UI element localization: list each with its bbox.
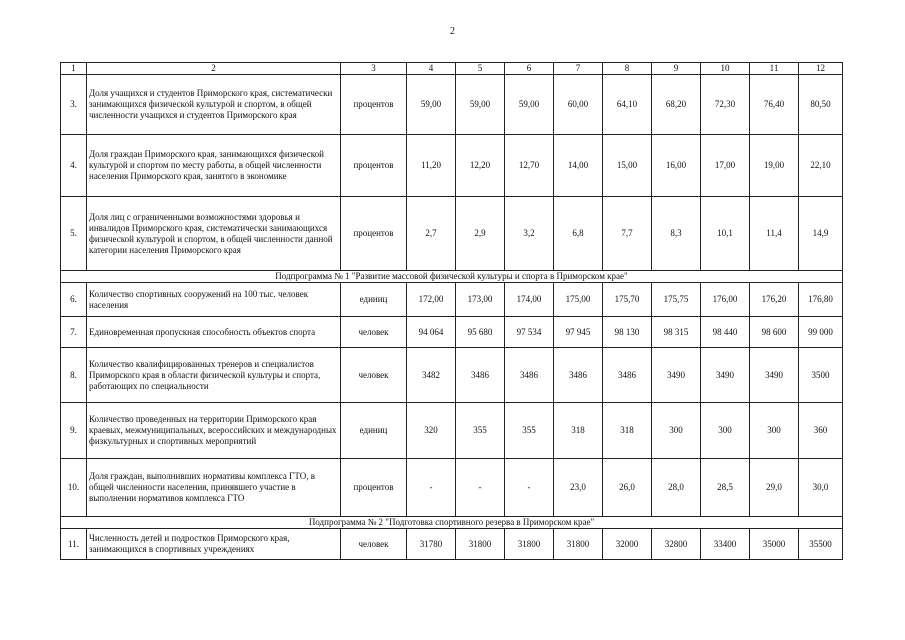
header-cell: 6 xyxy=(505,63,554,75)
table-row xyxy=(61,135,843,197)
subprogram-row xyxy=(61,517,843,529)
value-cell: 300 xyxy=(701,403,750,459)
unit-cell: единиц xyxy=(341,283,407,317)
table-row xyxy=(61,317,843,348)
value-cell: 3486 xyxy=(603,348,652,403)
unit-cell: человек xyxy=(341,529,407,560)
value-cell: 176,00 xyxy=(701,283,750,317)
unit-cell: процентов xyxy=(341,197,407,271)
indicator-name: Количество квалифицированных тренеров и специалистов Приморского края в области физической культуры и спорта, работающих по специальности xyxy=(87,348,341,403)
row-number: 11. xyxy=(61,529,87,560)
value-cell: 12,20 xyxy=(456,135,505,197)
indicators-table xyxy=(60,62,843,560)
value-cell: 72,30 xyxy=(701,75,750,135)
header-cell: 8 xyxy=(603,63,652,75)
value-cell: 31800 xyxy=(505,529,554,560)
unit-cell: процентов xyxy=(341,75,407,135)
value-cell: 30,0 xyxy=(799,459,843,517)
value-cell: - xyxy=(407,459,456,517)
value-cell: 23,0 xyxy=(554,459,603,517)
indicator-name: Количество спортивных сооружений на 100 тыс. человек населения xyxy=(87,283,341,317)
value-cell: 3486 xyxy=(456,348,505,403)
value-cell: 59,00 xyxy=(456,75,505,135)
header-cell: 2 xyxy=(87,63,341,75)
row-number: 3. xyxy=(61,75,87,135)
value-cell: 17,00 xyxy=(701,135,750,197)
table-row xyxy=(61,75,843,135)
row-number: 8. xyxy=(61,348,87,403)
value-cell: 76,40 xyxy=(750,75,799,135)
value-cell: 98 315 xyxy=(652,317,701,348)
indicator-name: Количество проведенных на территории Приморского края краевых, межмуниципальных, всероссийских и международных физкультурных и спортивных мероприятий xyxy=(87,403,341,459)
value-cell: 32000 xyxy=(603,529,652,560)
header-cell: 9 xyxy=(652,63,701,75)
value-cell: 355 xyxy=(505,403,554,459)
row-number: 10. xyxy=(61,459,87,517)
row-number: 6. xyxy=(61,283,87,317)
value-cell: 28,5 xyxy=(701,459,750,517)
value-cell: 60,00 xyxy=(554,75,603,135)
value-cell: 318 xyxy=(554,403,603,459)
value-cell: 31780 xyxy=(407,529,456,560)
value-cell: 355 xyxy=(456,403,505,459)
value-cell: 300 xyxy=(750,403,799,459)
value-cell: 28,0 xyxy=(652,459,701,517)
unit-cell: единиц xyxy=(341,403,407,459)
indicator-name: Численность детей и подростков Приморского края, занимающихся в спортивных учреждениях xyxy=(87,529,341,560)
value-cell: 35500 xyxy=(799,529,843,560)
value-cell: 10,1 xyxy=(701,197,750,271)
value-cell: 15,00 xyxy=(603,135,652,197)
unit-cell: процентов xyxy=(341,135,407,197)
value-cell: 2,7 xyxy=(407,197,456,271)
table-row xyxy=(61,403,843,459)
header-row xyxy=(61,63,843,75)
subprogram-row xyxy=(61,271,843,283)
value-cell: 2,9 xyxy=(456,197,505,271)
value-cell: 173,00 xyxy=(456,283,505,317)
indicator-name: Доля граждан, выполнивших нормативы комплекса ГТО, в общей численности населения, принявшего участие в выполнении нормативов комплекса ГТО xyxy=(87,459,341,517)
value-cell: 97 945 xyxy=(554,317,603,348)
value-cell: 3490 xyxy=(701,348,750,403)
value-cell: 98 130 xyxy=(603,317,652,348)
value-cell: 59,00 xyxy=(505,75,554,135)
value-cell: 320 xyxy=(407,403,456,459)
header-cell: 1 xyxy=(61,63,87,75)
table-row xyxy=(61,459,843,517)
table-row xyxy=(61,283,843,317)
value-cell: 95 680 xyxy=(456,317,505,348)
value-cell: 300 xyxy=(652,403,701,459)
header-cell: 3 xyxy=(341,63,407,75)
header-cell: 5 xyxy=(456,63,505,75)
subprogram-title: Подпрограмма № 1 "Развитие массовой физической культуры и спорта в Приморском крае" xyxy=(61,271,843,283)
indicator-name: Доля лиц с ограниченными возможностями здоровья и инвалидов Приморского края, систематически занимающихся физической культурой и спортом, в общей численности данной категории населения Приморского края xyxy=(87,197,341,271)
header-cell: 4 xyxy=(407,63,456,75)
value-cell: 176,20 xyxy=(750,283,799,317)
row-number: 9. xyxy=(61,403,87,459)
value-cell: 172,00 xyxy=(407,283,456,317)
value-cell: 8,3 xyxy=(652,197,701,271)
value-cell: 26,0 xyxy=(603,459,652,517)
indicator-name: Доля граждан Приморского края, занимающихся физической культурой и спортом по месту работы, в общей численности населения Приморского края, занятого в экономике xyxy=(87,135,341,197)
value-cell: 29,0 xyxy=(750,459,799,517)
value-cell: 11,20 xyxy=(407,135,456,197)
header-cell: 10 xyxy=(701,63,750,75)
value-cell: 3486 xyxy=(554,348,603,403)
table-row xyxy=(61,197,843,271)
header-cell: 11 xyxy=(750,63,799,75)
value-cell: 3490 xyxy=(750,348,799,403)
row-number: 4. xyxy=(61,135,87,197)
row-number: 5. xyxy=(61,197,87,271)
unit-cell: процентов xyxy=(341,459,407,517)
value-cell: 3482 xyxy=(407,348,456,403)
value-cell: 3486 xyxy=(505,348,554,403)
value-cell: 176,80 xyxy=(799,283,843,317)
value-cell: 3,2 xyxy=(505,197,554,271)
value-cell: 32800 xyxy=(652,529,701,560)
indicator-name: Единовременная пропускная способность объектов спорта xyxy=(87,317,341,348)
value-cell: 59,00 xyxy=(407,75,456,135)
value-cell: 174,00 xyxy=(505,283,554,317)
value-cell: 11,4 xyxy=(750,197,799,271)
value-cell: 68,20 xyxy=(652,75,701,135)
value-cell: 19,00 xyxy=(750,135,799,197)
value-cell: 98 440 xyxy=(701,317,750,348)
value-cell: 3500 xyxy=(799,348,843,403)
value-cell: 33400 xyxy=(701,529,750,560)
value-cell: 64,10 xyxy=(603,75,652,135)
value-cell: 12,70 xyxy=(505,135,554,197)
value-cell: 14,00 xyxy=(554,135,603,197)
header-cell: 12 xyxy=(799,63,843,75)
value-cell: 7,7 xyxy=(603,197,652,271)
table-row xyxy=(61,529,843,560)
value-cell: 97 534 xyxy=(505,317,554,348)
unit-cell: человек xyxy=(341,317,407,348)
unit-cell: человек xyxy=(341,348,407,403)
value-cell: 31800 xyxy=(456,529,505,560)
value-cell: 6,8 xyxy=(554,197,603,271)
value-cell: 360 xyxy=(799,403,843,459)
page-number: 2 xyxy=(450,26,455,37)
value-cell: 99 000 xyxy=(799,317,843,348)
indicator-name: Доля учащихся и студентов Приморского края, систематически занимающихся физической культурой и спортом, в общей численности учащихся и студентов Приморского края xyxy=(87,75,341,135)
value-cell: 94 064 xyxy=(407,317,456,348)
value-cell: 175,00 xyxy=(554,283,603,317)
header-cell: 7 xyxy=(554,63,603,75)
value-cell: 175,75 xyxy=(652,283,701,317)
value-cell: 16,00 xyxy=(652,135,701,197)
subprogram-title: Подпрограмма № 2 "Подготовка спортивного резерва в Приморском крае" xyxy=(61,517,843,529)
value-cell: 22,10 xyxy=(799,135,843,197)
value-cell: 35000 xyxy=(750,529,799,560)
table-body xyxy=(61,63,843,560)
value-cell: 80,50 xyxy=(799,75,843,135)
value-cell: 318 xyxy=(603,403,652,459)
value-cell: 175,70 xyxy=(603,283,652,317)
row-number: 7. xyxy=(61,317,87,348)
value-cell: 31800 xyxy=(554,529,603,560)
value-cell: 3490 xyxy=(652,348,701,403)
value-cell: 14,9 xyxy=(799,197,843,271)
value-cell: - xyxy=(456,459,505,517)
value-cell: 98 600 xyxy=(750,317,799,348)
value-cell: - xyxy=(505,459,554,517)
table-row xyxy=(61,348,843,403)
